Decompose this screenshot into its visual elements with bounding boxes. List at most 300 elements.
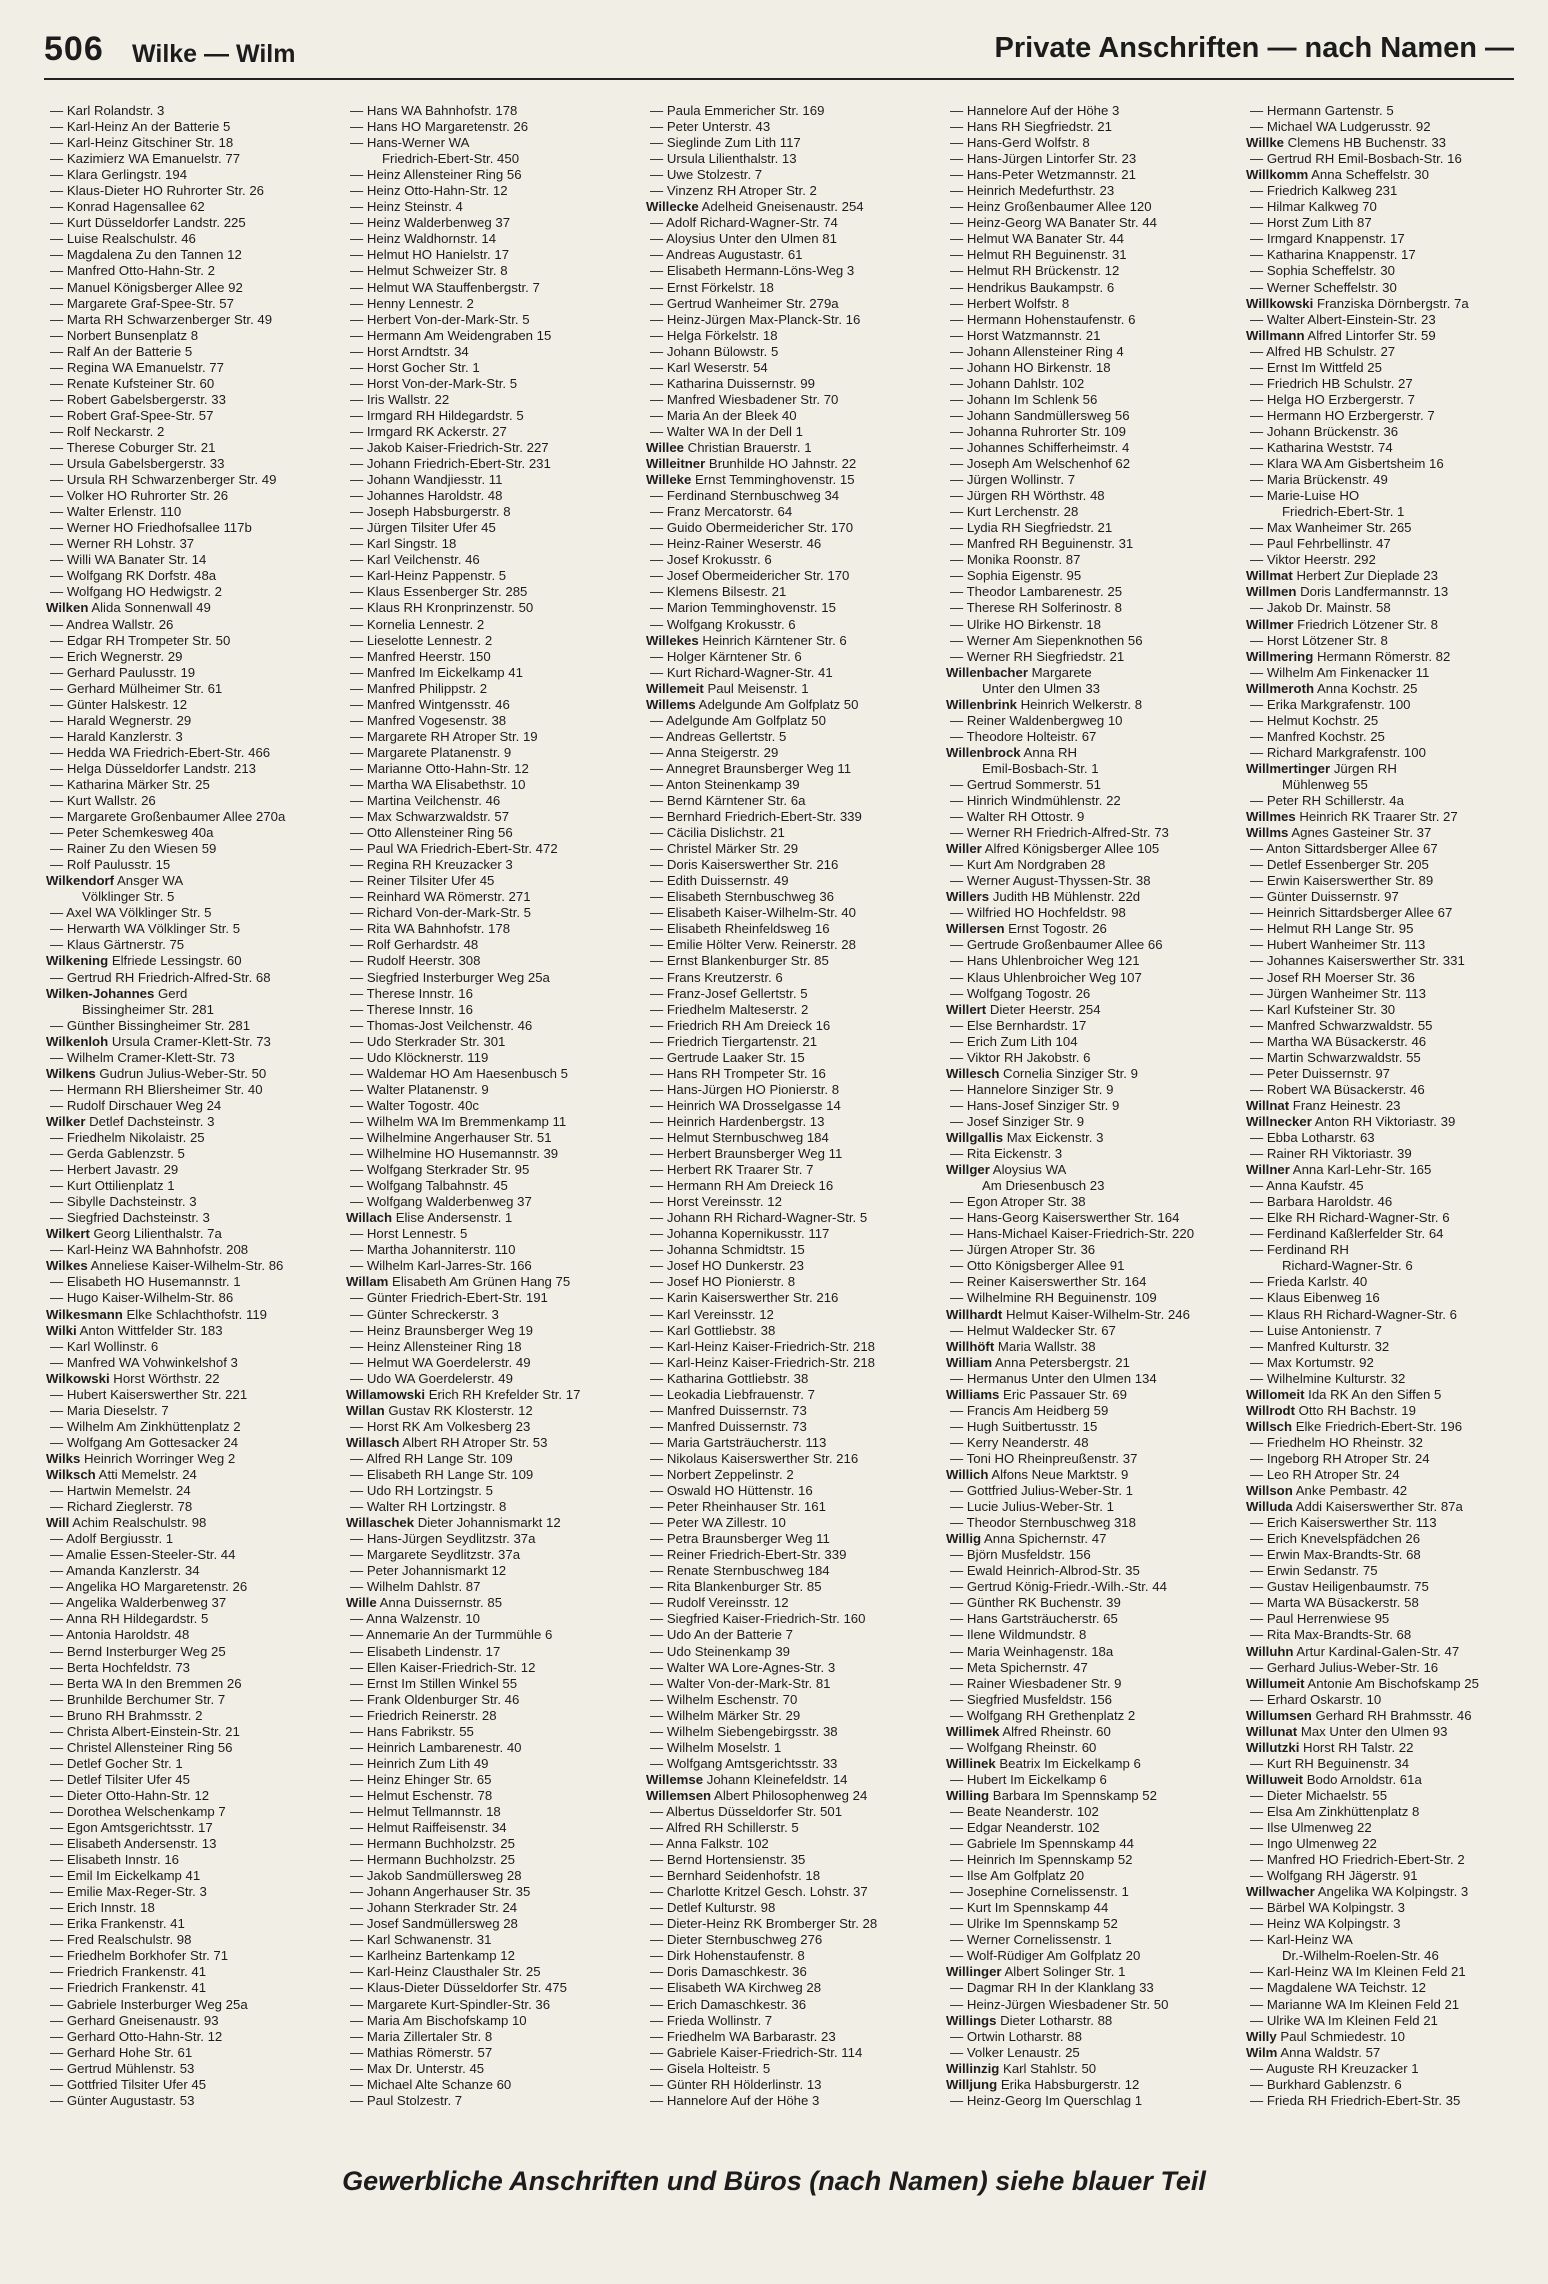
directory-entry: — Helmut WA Stauffenbergstr. 7 (350, 279, 540, 295)
directory-entry: — Kurt Düsseldorfer Landstr. 225 (50, 215, 246, 231)
surname-entry (946, 889, 1231, 905)
directory-entry: — Walter Albert-Einstein-Str. 23 (1250, 311, 1436, 327)
entry-text: Christian Brauerstr. 1 (684, 439, 812, 455)
directory-entry: — Rainer Wiesbadener Str. 9 (950, 1675, 1122, 1691)
surname-entry (1246, 328, 1531, 344)
directory-entry: — Heinrich Zum Lith 49 (350, 1755, 489, 1771)
directory-entry: — Rolf Paulusstr. 15 (50, 857, 171, 873)
directory-entry: — Anna Kaufstr. 45 (1250, 1178, 1364, 1194)
surname-entry (1246, 1740, 1531, 1756)
surname: Willwacher (1246, 1884, 1315, 1900)
directory-entry: — Frieda RH Friedrich-Ebert-Str. 35 (1250, 2092, 1461, 2108)
directory-entry: — Ursula RH Schwarzenberger Str. 49 (50, 472, 277, 488)
surname-entry (1246, 681, 1531, 697)
directory-entry: — Klara WA Am Gisbertsheim 16 (1250, 456, 1444, 472)
directory-entry: — Manfred Im Eickelkamp 41 (350, 664, 523, 680)
entry-text: Doris Landfermannstr. 13 (1296, 584, 1449, 600)
directory-entry: — Meta Spichernstr. 47 (950, 1659, 1088, 1675)
entry-continuation: Völklinger Str. 5 (82, 889, 175, 905)
directory-entry: — Manfred Wiesbadener Str. 70 (650, 391, 839, 407)
directory-entry: — Helmut Kochstr. 25 (1250, 712, 1379, 728)
directory-entry: — Friedhelm HO Rheinstr. 32 (1250, 1434, 1423, 1450)
surname: Willmes (1246, 809, 1296, 825)
directory-columns (46, 103, 1506, 2163)
entry-text: Albert Solinger Str. 1 (1001, 1964, 1126, 1980)
surname: Wilks (46, 1450, 81, 1466)
directory-entry: — Günther Bissingheimer Str. 281 (50, 1017, 251, 1033)
directory-entry: — Walter Von-der-Mark-Str. 81 (650, 1675, 831, 1691)
directory-entry: — Rita Max-Brandts-Str. 68 (1250, 1627, 1412, 1643)
surname: Willert (946, 1001, 987, 1017)
directory-entry: — Ursula Gabelsbergerstr. 33 (50, 456, 225, 472)
surname: Willnecker (1246, 1113, 1312, 1129)
directory-entry: — Elisabeth Sternbuschweg 36 (650, 889, 835, 905)
surname-entry (346, 1210, 631, 1226)
directory-entry: — Hans-Jürgen Lintorfer Str. 23 (950, 151, 1137, 167)
directory-entry: — Elisabeth Andersenstr. 13 (50, 1836, 217, 1852)
directory-entry: — Edgar Neanderstr. 102 (950, 1820, 1100, 1836)
surname: Wilm (1246, 2044, 1278, 2060)
surname-entry (1246, 135, 1531, 151)
directory-entry: — Manfred Heerstr. 150 (350, 648, 491, 664)
directory-entry: — Bruno RH Brahmsstr. 2 (50, 1707, 203, 1723)
directory-entry: — Friedrich Tiergartenstr. 21 (650, 1033, 818, 1049)
surname: Willmering (1246, 648, 1314, 664)
directory-entry: — Wilhelm Dahlstr. 87 (350, 1579, 481, 1595)
column-3 (646, 103, 931, 2163)
directory-entry: — Leo RH Atroper Str. 24 (1250, 1466, 1400, 1482)
directory-entry: — Ilene Wildmundstr. 8 (950, 1627, 1087, 1643)
directory-entry: — Horst Gocher Str. 1 (350, 359, 480, 375)
directory-entry: — Heinz-Jürgen Max-Planck-Str. 16 (650, 311, 861, 327)
directory-entry: — Rainer RH Viktoriastr. 39 (1250, 1146, 1412, 1162)
directory-entry: — Karl-Heinz An der Batterie 5 (50, 119, 231, 135)
directory-entry: — Ulrike WA Im Kleinen Feld 21 (1250, 2012, 1438, 2028)
directory-entry: — Erwin Max-Brandts-Str. 68 (1250, 1547, 1421, 1563)
directory-entry: — Karl-Heinz Gitschiner Str. 18 (50, 135, 234, 151)
entry-text: Eric Passauer Str. 69 (999, 1386, 1127, 1402)
directory-entry: — Jürgen Tilsiter Ufer 45 (350, 520, 496, 536)
entry-text: Margarete (1027, 664, 1092, 680)
directory-entry: — Manuel Königsberger Allee 92 (50, 279, 243, 295)
surname: Will (46, 1515, 70, 1531)
directory-entry: — Hedda WA Friedrich-Ebert-Str. 466 (50, 744, 271, 760)
surname-entry (1246, 761, 1531, 777)
directory-entry: — Hermann RH Bliersheimer Str. 40 (50, 1081, 263, 1097)
directory-entry: — Bernd Hortensienstr. 35 (650, 1852, 806, 1868)
directory-entry: — Klaus Eibenweg 16 (1250, 1290, 1380, 1306)
directory-entry: — Ebba Lotharstr. 63 (1250, 1130, 1375, 1145)
directory-entry: — Maria Gartsträucherstr. 113 (650, 1434, 827, 1450)
directory-entry: — Thomas-Jost Veilchenstr. 46 (350, 1017, 533, 1033)
directory-entry: — Heinrich Medefurthstr. 23 (950, 183, 1115, 199)
directory-entry: — Hans HO Margaretenstr. 26 (350, 119, 529, 135)
surname-entry (46, 953, 331, 969)
directory-entry: — Helmut HO Hanielstr. 17 (350, 247, 510, 263)
directory-entry: — Adolf Richard-Wagner-Str. 74 (650, 215, 838, 231)
directory-entry: — Angelika HO Margaretenstr. 26 (50, 1579, 248, 1595)
directory-entry: — Therese Coburger Str. 21 (50, 439, 216, 455)
surname-entry (1246, 809, 1531, 825)
directory-entry: — Friedrich Reinerstr. 28 (350, 1707, 497, 1723)
directory-entry: — Berta Hochfeldstr. 73 (50, 1659, 191, 1675)
entry-text: Paul Meisenstr. 1 (703, 680, 809, 696)
directory-entry: — Helmut WA Goerdelerstr. 49 (350, 1354, 531, 1370)
entry-text: Heinrich Welkerstr. 8 (1016, 696, 1143, 712)
directory-entry: — Gabriele Im Spennskamp 44 (950, 1836, 1134, 1852)
directory-entry: — Peter Unterstr. 43 (650, 119, 771, 135)
surname: Willuda (1246, 1499, 1293, 1515)
directory-entry: — Heinrich WA Drosselgasse 14 (650, 1097, 841, 1113)
directory-entry: — Hermann Am Weidengraben 15 (350, 327, 552, 343)
directory-entry: — Jakob Kaiser-Friedrich-Str. 227 (350, 439, 549, 455)
directory-entry: — Theodor Sternbuschweg 318 (950, 1515, 1136, 1531)
surname: Willimek (946, 1723, 1000, 1739)
entry-text: Gudrun Julius-Weber-Str. 50 (95, 1065, 267, 1081)
directory-entry: — Manfred Wintgensstr. 46 (350, 696, 510, 712)
directory-entry: — Gerhard Julius-Weber-Str. 16 (1250, 1659, 1439, 1675)
directory-entry: — Sophia Scheffelstr. 30 (1250, 263, 1395, 279)
directory-entry: — Hans Uhlenbroicher Weg 121 (950, 953, 1140, 969)
directory-entry: — Wolfgang Sterkrader Str. 95 (350, 1162, 530, 1178)
entry-text: Anna RH (1020, 744, 1078, 760)
directory-entry: — Günter Halskestr. 12 (50, 696, 188, 712)
entry-text: Georg Lilienthalstr. 7a (89, 1226, 222, 1242)
surname: Wilken (46, 600, 89, 616)
directory-entry: — Martha WA Büsackerstr. 46 (1250, 1033, 1427, 1049)
entry-text: Anke Pembastr. 42 (1292, 1483, 1408, 1499)
entry-text: Brunhilde HO Jahnstr. 22 (705, 456, 857, 472)
directory-entry: — Elisabeth Innstr. 16 (50, 1852, 180, 1868)
directory-entry: — Klaus-Dieter Düsseldorfer Str. 475 (350, 1980, 567, 1996)
directory-entry: — Werner August-Thyssen-Str. 38 (950, 873, 1151, 889)
directory-entry: — Ernst Im Wittfeld 25 (1250, 359, 1382, 375)
directory-entry: — Marianne Otto-Hahn-Str. 12 (350, 760, 529, 776)
directory-entry: — Margarete Kurt-Spindler-Str. 36 (350, 1996, 551, 2012)
surname: Willasch (346, 1434, 400, 1450)
directory-entry: — Katharina Knappenstr. 17 (1250, 247, 1416, 263)
directory-entry: — Elisabeth RH Lange Str. 109 (350, 1466, 534, 1482)
directory-entry: — Marie-Luise HO (1250, 488, 1360, 504)
directory-entry: — Kazimierz WA Emanuelstr. 77 (50, 151, 241, 167)
directory-entry: — Johannes Haroldstr. 48 (350, 488, 503, 504)
directory-entry: — Helmut Tellmannstr. 18 (350, 1803, 501, 1819)
directory-entry: — Marion Temminghovenstr. 15 (650, 600, 836, 616)
directory-entry: — Wilfried HO Hochfeldstr. 98 (950, 905, 1126, 921)
entry-text: Heinrich RK Traarer Str. 27 (1295, 809, 1458, 825)
directory-entry: — Detlef Tilsiter Ufer 45 (50, 1771, 190, 1787)
directory-entry: — Andreas Gellertstr. 5 (650, 728, 787, 744)
directory-entry: — Theodore Holteistr. 67 (950, 728, 1097, 744)
directory-entry: — Karl Kufsteiner Str. 30 (1250, 1001, 1396, 1017)
directory-entry: — Peter Schemkesweg 40a (50, 825, 214, 841)
directory-entry: — Karl Gottliebstr. 38 (650, 1322, 776, 1338)
surname: Willmat (1246, 568, 1293, 584)
directory-entry: — Maria Dieselstr. 7 (50, 1402, 169, 1418)
directory-entry: — Kurt Richard-Wagner-Str. 41 (650, 664, 833, 680)
directory-entry: — Helmut Waldecker Str. 67 (950, 1322, 1116, 1338)
directory-entry: — Karlheinz Bartenkamp 12 (350, 1948, 515, 1964)
directory-entry: — Friedhelm Malteserstr. 2 (650, 1001, 809, 1017)
directory-entry: — Helmut Sternbuschweg 184 (650, 1130, 829, 1145)
directory-entry: — Karl Rolandstr. 3 (50, 103, 165, 118)
directory-entry: — Karl-Heinz WA Bahnhofstr. 208 (50, 1242, 249, 1258)
directory-entry: — Manfred Otto-Hahn-Str. 2 (50, 263, 215, 279)
directory-entry: — Wolfgang Walderbenweg 37 (350, 1194, 532, 1210)
entry-text: Agnes Gasteiner Str. 37 (1288, 825, 1432, 841)
directory-entry: — Johannes Kaiserswerther Str. 331 (1250, 953, 1465, 969)
directory-entry: — Werner Am Siepenknothen 56 (950, 632, 1143, 648)
surname-entry (1246, 1708, 1531, 1724)
directory-entry: — Annemarie An der Turmmühle 6 (350, 1627, 553, 1643)
directory-entry: — Katharina Märker Str. 25 (50, 776, 210, 792)
directory-entry: — Ilse Ulmenweg 22 (1250, 1820, 1372, 1836)
directory-entry: — Hannelore Auf der Höhe 3 (650, 2092, 820, 2108)
directory-entry: — Rita Blankenburger Str. 85 (650, 1579, 822, 1595)
surname-entry (346, 1515, 631, 1531)
directory-entry: — Adolf Bergiusstr. 1 (50, 1531, 174, 1547)
surname-entry (946, 665, 1231, 681)
directory-entry: — Guido Obermeidericher Str. 170 (650, 520, 854, 536)
directory-entry: — Mathias Römerstr. 57 (350, 2044, 493, 2060)
directory-entry: — Katharina Weststr. 74 (1250, 439, 1393, 455)
directory-entry: — Karl Singstr. 18 (350, 536, 457, 552)
directory-entry: — Wolfgang Amtsgerichtsstr. 33 (650, 1755, 838, 1771)
surname: Wille (346, 1595, 377, 1611)
directory-entry: — Maria Am Bischofskamp 10 (350, 2012, 527, 2028)
directory-entry: — Anton Steinenkamp 39 (650, 776, 800, 792)
entry-text: Alfred Rheinstr. 60 (999, 1723, 1111, 1739)
directory-entry: — Kurt Im Spennskamp 44 (950, 1900, 1109, 1916)
directory-entry: — Monika Roonstr. 87 (950, 552, 1081, 568)
directory-entry: — Wolfgang Talbahnstr. 45 (350, 1178, 508, 1194)
directory-entry: — Margarete Platanenstr. 9 (350, 744, 512, 760)
directory-entry: — Martina Veilchenstr. 46 (350, 793, 501, 809)
surname: Willemse (646, 1771, 704, 1787)
directory-entry: — Hermanus Unter den Ulmen 134 (950, 1370, 1157, 1386)
directory-entry: — Anna RH Hildegardstr. 5 (50, 1611, 209, 1627)
surname: Willhardt (946, 1306, 1003, 1322)
surname: Willinek (946, 1755, 996, 1771)
directory-entry: — Dagmar RH In der Klanklang 33 (950, 1980, 1154, 1996)
directory-entry: — Sieglinde Zum Lith 117 (650, 135, 801, 151)
surname: Willkowski (1246, 295, 1314, 311)
directory-entry: — Hermann Buchholzstr. 25 (350, 1836, 515, 1852)
surname-entry (46, 873, 331, 889)
surname-entry (1246, 1483, 1531, 1499)
surname: Willkomm (1246, 167, 1309, 183)
directory-entry: — Walter Erlenstr. 110 (50, 504, 182, 520)
surname-entry (46, 986, 331, 1002)
surname-entry (46, 1515, 331, 1531)
entry-text: Gerd (154, 985, 188, 1001)
surname: Wilkert (46, 1226, 90, 1242)
entry-text: Alida Sonnenwall 49 (88, 600, 211, 616)
entry-text: Adelheid Gneisenaustr. 254 (698, 199, 864, 215)
directory-entry: — Gerda Gablenzstr. 5 (50, 1146, 185, 1162)
directory-entry: — Hans RH Siegfriedstr. 21 (950, 119, 1112, 135)
directory-entry: — Henny Lennestr. 2 (350, 295, 474, 311)
entry-text: Angelika WA Kolpingstr. 3 (1314, 1884, 1469, 1900)
directory-entry: — Walter RH Lortzingstr. 8 (350, 1499, 507, 1515)
directory-entry: — Wilhelmine Kulturstr. 32 (1250, 1370, 1406, 1386)
directory-entry: — Wilhelm Siebengebirgsstr. 38 (650, 1723, 838, 1739)
surname-entry (946, 1130, 1231, 1146)
directory-entry: — Hermann Hohenstaufenstr. 6 (950, 311, 1136, 327)
directory-entry: — Helmut Schweizer Str. 8 (350, 263, 508, 279)
directory-entry: — Erich Zum Lith 104 (950, 1033, 1078, 1049)
surname-entry (946, 1355, 1231, 1371)
directory-entry: — Josephine Cornelissenstr. 1 (950, 1884, 1129, 1900)
entry-text: Detlef Dachsteinstr. 3 (85, 1113, 215, 1129)
directory-entry: — Toni HO Rheinpreußenstr. 37 (950, 1450, 1138, 1466)
directory-entry: — Wilhelm Cramer-Klett-Str. 73 (50, 1049, 235, 1065)
directory-entry: — Maria Brückenstr. 49 (1250, 472, 1388, 488)
surname-entry (946, 1724, 1231, 1740)
directory-entry: — Andreas Augustastr. 61 (650, 247, 803, 263)
directory-entry: — Michael Alte Schanze 60 (350, 2076, 512, 2092)
entry-text: Heinrich Kärntener Str. 6 (698, 632, 847, 648)
directory-entry: — Hendrikus Baukampstr. 6 (950, 279, 1115, 295)
surname-entry (346, 1274, 631, 1290)
directory-entry: — Siegfried Dachsteinstr. 3 (50, 1210, 210, 1226)
directory-entry: — Hans-Josef Sinziger Str. 9 (950, 1097, 1120, 1113)
directory-entry: — Richard Zieglerstr. 78 (50, 1499, 193, 1515)
directory-entry: — Heinz Walderbenweg 37 (350, 215, 511, 231)
directory-entry: — Gertrude Großenbaumer Allee 66 (950, 937, 1163, 953)
directory-entry: — Manfred Kulturstr. 32 (1250, 1338, 1390, 1354)
directory-entry: — Erich Kaiserswerther Str. 113 (1250, 1515, 1437, 1531)
directory-entry: — Anna Steigerstr. 29 (650, 744, 779, 760)
directory-entry: — Hannelore Sinziger Str. 9 (950, 1081, 1114, 1097)
directory-entry: — Gottfried Tilsiter Ufer 45 (50, 2076, 207, 2092)
directory-entry: — Siegfried Kaiser-Friedrich-Str. 160 (650, 1611, 866, 1627)
directory-entry: — Viktor Heerstr. 292 (1250, 552, 1376, 568)
directory-entry: — Charlotte Kritzel Gesch. Lohstr. 37 (650, 1884, 868, 1900)
directory-entry: — Peter RH Schillerstr. 4a (1250, 793, 1404, 809)
directory-entry: — Detlef Kulturstr. 98 (650, 1900, 776, 1916)
directory-entry: — Robert Gabelsbergerstr. 33 (50, 391, 226, 407)
surname: Willich (946, 1466, 989, 1482)
surname: Willing (946, 1787, 990, 1803)
directory-entry: — Manfred Duissernstr. 73 (650, 1418, 807, 1434)
directory-entry: — Horst Arndtstr. 34 (350, 343, 469, 359)
directory-entry: — Lucie Julius-Weber-Str. 1 (950, 1499, 1114, 1515)
directory-entry: — Erich Wegnerstr. 29 (50, 648, 183, 664)
entry-text: Cornelia Sinziger Str. 9 (999, 1065, 1138, 1081)
surname-entry (1246, 1098, 1531, 1114)
directory-entry: — Heinz-Georg WA Banater Str. 44 (950, 215, 1157, 231)
directory-entry: — Heinz Allensteiner Ring 18 (350, 1338, 522, 1354)
directory-entry: — Ingeborg RH Atroper Str. 24 (1250, 1450, 1430, 1466)
directory-entry: — Brunhilde Berchumer Str. 7 (50, 1691, 226, 1707)
directory-entry: — Josef Obermeidericher Str. 170 (650, 568, 850, 584)
directory-entry: — Wilhelm Märker Str. 29 (650, 1707, 801, 1723)
surname-entry (946, 1162, 1231, 1178)
surname-entry (1246, 1772, 1531, 1788)
surname-entry (1246, 649, 1531, 665)
entry-text: Max Unter den Ulmen 93 (1297, 1723, 1448, 1739)
directory-entry: — Gertrude Laaker Str. 15 (650, 1049, 805, 1065)
directory-entry: — Wilhelm Karl-Jarres-Str. 166 (350, 1258, 532, 1274)
surname-entry (946, 1307, 1231, 1323)
entry-text: Barbara Im Spennskamp 52 (989, 1787, 1157, 1803)
directory-entry: — Manfred Schwarzwaldstr. 55 (1250, 1017, 1433, 1033)
directory-entry: — Ernst Blankenburger Str. 85 (650, 953, 829, 969)
directory-entry: — Sophia Eigenstr. 95 (950, 568, 1082, 584)
entry-text: Alfred Königsberger Allee 105 (981, 841, 1160, 857)
directory-entry: — Else Bernhardstr. 17 (950, 1017, 1087, 1033)
entry-text: Dieter Johannismarkt 12 (414, 1515, 561, 1531)
entry-text: Addi Kaiserswerther Str. 87a (1292, 1499, 1463, 1515)
directory-entry: — Gertrud Mühlenstr. 53 (50, 2060, 195, 2076)
surname: Willms (1246, 825, 1289, 841)
entry-continuation: Mühlenweg 55 (1282, 776, 1368, 792)
entry-text: Franziska Dörnbergstr. 7a (1313, 295, 1469, 311)
directory-entry: — Wolfgang RK Dorfstr. 48a (50, 568, 217, 584)
directory-entry: — Emilie Hölter Verw. Reinerstr. 28 (650, 937, 856, 953)
surname: Willaschek (346, 1515, 415, 1531)
entry-text: Ursula Cramer-Klett-Str. 73 (108, 1033, 271, 1049)
directory-entry: — Hans-Peter Wetzmannstr. 21 (950, 167, 1136, 183)
directory-entry: — Jürgen RH Wörthstr. 48 (950, 488, 1105, 504)
entry-text: Gerhard RH Brahmsstr. 46 (1311, 1707, 1472, 1723)
directory-entry: — Marta WA Büsackerstr. 58 (1250, 1595, 1419, 1611)
surname: Willer (946, 841, 982, 857)
directory-entry: — Kurt Ottilienplatz 1 (50, 1178, 175, 1194)
directory-entry: — Elisabeth Hermann-Löns-Weg 3 (650, 263, 855, 279)
directory-entry: — Heinrich Hardenbergstr. 13 (650, 1113, 825, 1129)
surname-entry (946, 841, 1231, 857)
entry-text: Paul Schmiedestr. 10 (1276, 2028, 1405, 2044)
directory-entry: — Peter Johannismarkt 12 (350, 1563, 507, 1579)
directory-entry: — Margarete Seydlitzstr. 37a (350, 1547, 521, 1563)
surname: Willumeit (1246, 1675, 1305, 1691)
column-4 (946, 103, 1231, 2163)
surname-entry (946, 1756, 1231, 1772)
entry-text: Alfons Neue Marktstr. 9 (988, 1466, 1129, 1482)
surname-entry (1246, 296, 1531, 312)
directory-entry: — Wolfgang Rheinstr. 60 (950, 1739, 1097, 1755)
surname-entry (46, 1114, 331, 1130)
surname: Willuhn (1246, 1643, 1294, 1659)
surname-entry (1246, 167, 1531, 183)
directory-entry: — Helmut WA Banater Str. 44 (950, 231, 1124, 247)
entry-text: Friedrich Lötzener Str. 8 (1293, 616, 1438, 632)
footer-note: Gewerbliche Anschriften und Büros (nach Namen) siehe blauer Teil (342, 2166, 1206, 2196)
directory-entry: — Siegfried Musfeldstr. 156 (950, 1691, 1112, 1707)
directory-entry: — Wolfgang RH Jägerstr. 91 (1250, 1868, 1418, 1884)
directory-entry: — Hans-Gerd Wolfstr. 8 (950, 135, 1090, 151)
directory-entry: — Erich Knevelspfädchen 26 (1250, 1531, 1421, 1547)
directory-entry: — Elisabeth WA Kirchweg 28 (650, 1980, 822, 1996)
directory-entry: — Margarete Graf-Spee-Str. 57 (50, 295, 234, 311)
entry-text: Elfriede Lessingstr. 60 (108, 953, 242, 969)
directory-entry: — Johanna Ruhrorter Str. 109 (950, 423, 1126, 439)
surname-entry (346, 1403, 631, 1419)
directory-entry: — Regina WA Emanuelstr. 77 (50, 359, 224, 375)
directory-entry: — Kurt Am Nordgraben 28 (950, 857, 1106, 873)
directory-entry: — Johann Wandjiesstr. 11 (350, 472, 503, 488)
entry-text: Anna Kochstr. 25 (1314, 680, 1418, 696)
surname-entry (346, 1387, 631, 1403)
directory-entry: — Herbert RK Traarer Str. 7 (650, 1162, 814, 1178)
directory-entry: — Hilmar Kalkweg 70 (1250, 199, 1377, 215)
entry-text: Ernst Togostr. 26 (1004, 921, 1107, 937)
surname-entry (1246, 825, 1531, 841)
entry-text: Anna Spichernstr. 47 (981, 1531, 1107, 1547)
directory-entry: — Karl Weserstr. 54 (650, 359, 768, 375)
